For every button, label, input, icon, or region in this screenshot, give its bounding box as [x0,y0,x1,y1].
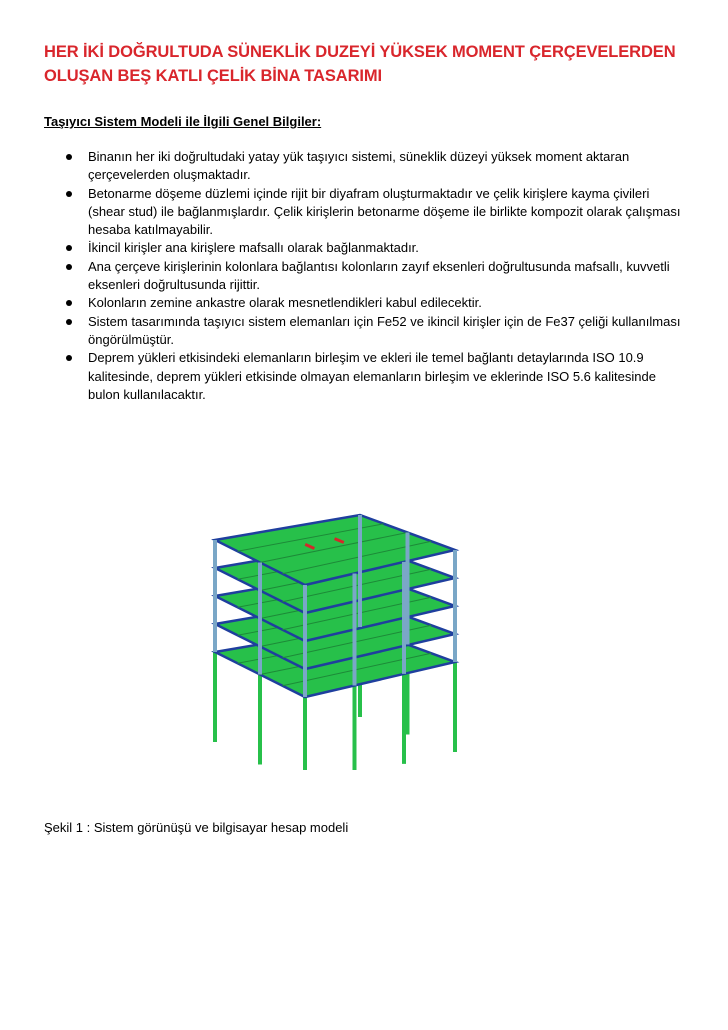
list-item-text: Ana çerçeve kirişlerinin kolonlara bağlantısı kolonların zayıf eksenleri doğrultusunda mafsallı, kuvvetli eksenleri doğrultusunda rijittir. [88,258,670,293]
list-item-text: Sistem tasarımında taşıyıcı sistem elemanları için Fe52 ve ikincil kirişler için de Fe37 çeliği kullanılması öngörülmüştür. [88,313,681,347]
list-item-text: Binanın her iki doğrultudaki yatay yük taşıyıcı sistemi, süneklik düzeyi yüksek moment aktaran çerçevelerden oluşmaktadır. [88,149,630,183]
bullet-icon [66,355,72,361]
bullet-icon [66,245,72,251]
list-item [44,349,684,404]
bullet-icon [66,319,72,325]
list-item-text: Betonarme döşeme düzlemi içinde rijit bir diyafram oluşturmaktadır ve çelik kirişlere kayma çivileri (shear stud) ile bağlanmışlardır. Çelik kirişlerin betonarme döşeme ile birlikte kompozit olarak çalışması hesaba katılmayabilir. [88,185,681,238]
structure-model-figure [185,510,465,770]
bullet-list [44,148,684,404]
list-item-text: Deprem yükleri etkisindeki elemanların birleşim ve ekleri ile temel bağlantı detaylarında ISO 10.9 kalitesinde, deprem yükleri etkisinde olmayan elemanların birleşim ve eklerinde ISO 5.6 kalitesinde bulon kullanılacaktır. [88,350,656,402]
figure-caption: Şekil 1 : Sistem görünüşü ve bilgisayar hesap modeli [44,820,349,835]
page-title: HER İKİ DOĞRULTUDA SÜNEKLİK DUZEYİ YÜKSEK MOMENT ÇERÇEVELERDEN OLUŞAN BEŞ KATLI ÇELİK BİNA TASARIMI [44,43,676,85]
bullet-icon [66,191,72,197]
bullet-icon [66,300,72,306]
list-item [44,185,684,240]
building-model-image [185,510,465,770]
list-item [44,148,684,185]
list-item [44,239,684,257]
list-item [44,313,684,350]
list-item [44,258,684,295]
section-subheading: Taşıyıcı Sistem Modeli ile İlgili Genel Bilgiler: [44,114,322,129]
list-item-text: Kolonların zemine ankastre olarak mesnetlendikleri kabul edilecektir. [88,295,482,311]
list-item-text: İkincil kirişler ana kirişlere mafsallı olarak bağlanmaktadır. [88,240,419,256]
bullet-icon [66,264,72,270]
bullet-icon [66,154,72,160]
list-item [44,294,684,312]
